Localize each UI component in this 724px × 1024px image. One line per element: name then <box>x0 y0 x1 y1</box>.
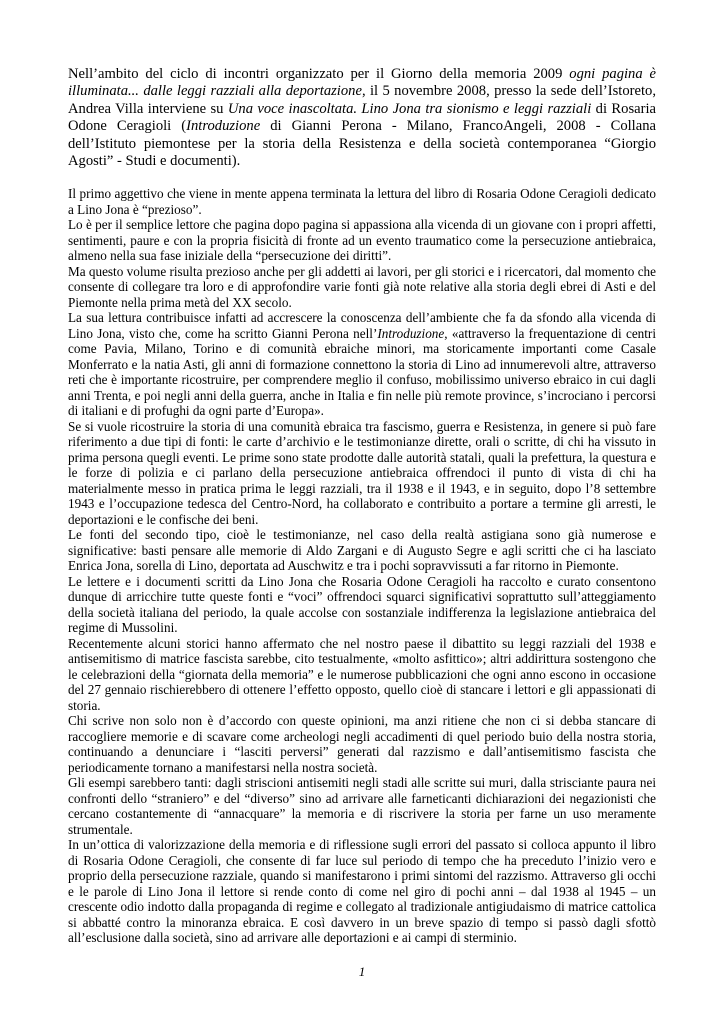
paragraph-text: , «attraverso la frequentazione di centri come Pavia, Milano, Torino e di comunità ebraiche minori, ma storicamente importanti come Casale Monferrato e la natia Asti, gli anni di formazione connettono la storia di Lino ad innumerevoli altre, attraverso reti che è importante ricostruire, per comprendere meglio il confuso, mobilissimo universo ebraico in cui dagli anni Trenta, e poi negli anni della guerra, anche in Italia e fin nelle più remote province, s’incrociano i percorsi di italiani e di profughi da ogni parte d’Europa». <box>68 325 656 419</box>
page-number: 1 <box>358 964 366 979</box>
paragraph: Ma questo volume risulta prezioso anche per gli addetti ai lavori, per gli storici e i ricercatori, dal momento che consente di collegare tra loro e di approfondire varie fonti già note relative alla storia degli ebrei di Asti e del Piemonte nella prima metà del XX secolo. <box>68 263 656 310</box>
intro-text-1: Nell’ambito del ciclo di incontri organizzato per il Giorno della memoria 2009 <box>68 66 570 82</box>
document-page <box>68 66 656 946</box>
paragraph: Gli esempi sarebbero tanti: dagli striscioni antisemiti negli stadi alle scritte sui muri, dalla strisciante paura nei confronti dello “straniero” e del “diverso” sino ad arrivare alle farneticanti dichiarazioni dei negazionisti che cercano costantemente di “annacquare” la memoria e di riscrivere la storia per farne un uso meramente strumentale. <box>68 775 656 837</box>
intro-introduction-word: Introduzione <box>186 118 261 135</box>
intro-book-title: Una voce inascoltata. Lino Jona tra sionismo e leggi razziali <box>227 100 592 117</box>
paragraph: Le fonti del secondo tipo, cioè le testimonianze, nel caso della realtà astigiana sono già numerose e significative: basti pensare alle memorie di Aldo Zargani e di Augusto Segre e agli scritti che ci ha lasciato Enrica Jona, sorella di Lino, deportata ad Auschwitz e tra i pochi sopravvissuti a far ritorno in Piemonte. <box>68 527 656 574</box>
paragraph: Se si vuole ricostruire la storia di una comunità ebraica tra fascismo, guerra e Resistenza, in genere si può fare riferimento a due tipi di fonti: le carte d’archivio e le testimonianze dirette, orali o scritte, di chi ha vissuto in prima persona quegli eventi. Le prime sono state prodotte dalle autorità statali, quali la prefettura, la questura e le forze di polizia e ci parlano della persecuzione antiebraica offrendoci il punto di vista di chi ha materialmente messo in pratica prima le leggi razziali, tra il 1938 e il 1943, e in seguito, dopo l’8 settembre 1943 e l’occupazione tedesca del Centro-Nord, ha collaborato e contribuito a portare a termine gli arresti, le deportazioni e le confische dei beni. <box>68 418 656 527</box>
paragraph-text: La sua lettura contribuisce infatti ad accrescere la conoscenza dell’ambiente che fa da sfondo alla vicenda di Lino Jona, visto che, come ha scritto Gianni Perona nell’ <box>68 310 656 341</box>
paragraph: Recentemente alcuni storici hanno affermato che nel nostro paese il dibattito su leggi razziali del 1938 e antisemitismo di matrice fascista sarebbe, cito testualmente, «molto asfittico»; altri addirittura sostengono che le celebrazioni della “giornata della memoria” e le numerose pubblicazioni che ogni anno escono in occasione del 27 gennaio rischierebbero di ottenere l’effetto opposto, quello cioè di stancare i lettori e gli appassionati di storia. <box>68 635 656 713</box>
intro-text-3: di Rosaria Odone Ceragioli ( <box>68 100 656 135</box>
paragraph: Lo è per il semplice lettore che pagina dopo pagina si appassiona alla vicenda di un giovane con i propri affetti, sentimenti, paure e con la propria fisicità di fronte ad un evento traumatico come la persecuzione antiebraica, almeno nella sua fase iniziale della “persecuzione dei diritti”. <box>68 217 656 264</box>
paragraph: Le lettere e i documenti scritti da Lino Jona che Rosaria Odone Ceragioli ha raccolto e curato consentono dunque di arricchire tutte queste fonti e “voci” offrendoci squarci significativi soprattutto sull’atteggiamento della società italiana del periodo, la quale accolse con sostanziale indifferenza la legislazione antiebraica del regime di Mussolini. <box>68 573 656 636</box>
intro-event-title: ogni pagina è illuminata... dalle leggi razziali alla deportazione <box>68 66 656 100</box>
body-text <box>68 186 656 946</box>
paragraph: Chi scrive non solo non è d’accordo con queste opinioni, ma anzi ritiene che non ci si debba stancare di raccogliere memorie e di scavare come archeologi negli accadimenti di quel periodo buio della nostra storia, continuando a denunciare i “lasciti perversi” generati dal razzismo e dall’antisemitismo fascista che periodicamente tornano a manifestarsi nella nostra società. <box>68 713 656 775</box>
paragraph-italic: Introduzione <box>377 325 445 341</box>
intro-text-2: , il 5 novembre 2008, presso la sede dell’Istoreto, Andrea Villa interviene su <box>68 83 656 117</box>
paragraph: Il primo aggettivo che viene in mente appena terminata la lettura del libro di Rosaria Odone Ceragioli dedicato a Lino Jona è “prezioso”. <box>68 186 656 217</box>
intro-text-4: di Gianni Perona - Milano, FrancoAngeli, 2008 - Collana dell’Istituto piemontese per la storia della Resistenza e della società contemporanea “Giorgio Agosti” - Studi e documenti). <box>68 118 656 170</box>
paragraph: In un’ottica di valorizzazione della memoria e di riflessione sugli errori del passato si colloca appunto il libro di Rosaria Odone Ceragioli, che consente di far luce sul periodo di tempo che ha preceduto l’inizio vero e proprio della persecuzione razziale, quando si manifestarono i primi sintomi del razzismo. Attraverso gli occhi e le parole di Lino Jona il lettore si rende conto di come nel giro di pochi anni – dal 1938 al 1945 – un crescente odio indotto dalla propaganda di regime e collegato al tradizionale antigiudaismo di matrice cattolica si abbatté contro la minoranza ebraica. E così davvero in un breve spazio di tempo si passò dagli sfottò all’esclusione dalla società, sino ad arrivare alle deportazioni e ai campi di sterminio. <box>68 837 656 946</box>
paragraph <box>68 310 656 419</box>
intro-paragraph <box>68 66 656 170</box>
